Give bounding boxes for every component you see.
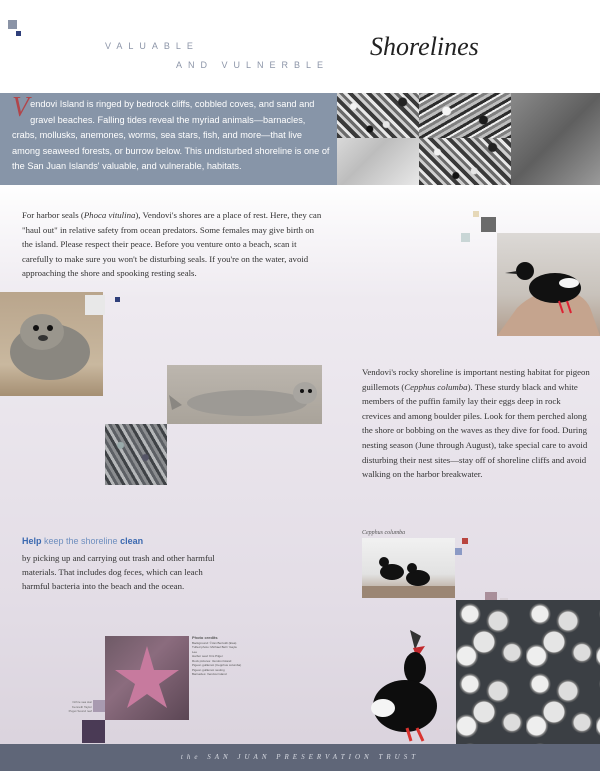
credit-line: Ochre sea star (72, 700, 92, 704)
credit-line: Harbor seal: Kris Pilger (192, 654, 223, 658)
credit-line: Puget Sound reef (68, 709, 92, 713)
clean-word: clean (120, 536, 144, 546)
photo-caption: Cepphus columba (362, 530, 406, 536)
guillemot-illustration (497, 233, 600, 336)
tagline-line-1: VALUABLE (105, 41, 199, 51)
decorative-square (461, 233, 470, 242)
credit-line: Background: ©Jan Bertoldi (Ewa) (192, 640, 237, 645)
decorative-square (455, 548, 462, 555)
guillemot-large-illustration (355, 628, 455, 744)
photo-pebbles (105, 424, 167, 485)
decorative-square (115, 297, 120, 302)
drop-cap: V (12, 92, 30, 123)
seal-lying-illustration (167, 365, 322, 424)
credit-line: Kenneth Taylor (72, 704, 92, 709)
guillemot-text-2: ). These sturdy black and white members of the puffin family lay their eggs deep in rock crevices and among boulder piles. Look for them perched along the shore or bobbing on the waves as they dive for food. During nesting season (June through August), take special care to avoid disturbing their nest sites—stay off of shoreline cliffs and avoid walking on the harbor breakwater. (362, 381, 588, 480)
harbor-seals-text-1: For harbor seals ( (22, 210, 84, 220)
decorative-square (16, 31, 21, 36)
decorative-square (473, 211, 479, 217)
footer-bar (0, 744, 600, 771)
guillemot-paragraph (362, 365, 590, 482)
credit-line: Pigeon guillemot nesting (192, 667, 225, 672)
photo-credits (192, 636, 242, 677)
credit-line: Rock pictures: Vendovi Island (192, 658, 232, 663)
photo-rocks-4 (337, 138, 419, 185)
photo-rocks-2 (419, 93, 511, 138)
guillemot-calling-icon (355, 628, 455, 744)
help-heading (22, 536, 143, 546)
guillemot-text-1: Vendovi's rocky shoreline is important nesting habitat for pigeon guillemots ( (362, 367, 590, 392)
photo-guillemot-on-rock (497, 233, 600, 336)
sea-star-illustration (105, 636, 189, 720)
photo-barnacles (456, 600, 600, 744)
decorative-square (82, 720, 105, 743)
photo-harbor-seal-2 (167, 365, 322, 424)
decorative-square (481, 217, 496, 232)
footer-text: the SAN JUAN PRESERVATION TRUST (180, 753, 420, 761)
guillemot-pair-illustration (362, 538, 455, 598)
harbor-seals-text-2: ), Vendovi's shores are a place of rest. Here, they can "haul out" in relative safety from ocean predators. Some females may give birth on the island. Please respect their peace. Before you venture onto a beach, scan it carefully to make sure you won't be disturbing seals. If you're on the water, avoid approaching the shore and spooking resting seals. (22, 210, 322, 279)
credit-line: Barnacles: Vendovi Island (192, 672, 227, 676)
photo-rocks-5 (419, 138, 511, 185)
tagline-line-2: AND VULNERBLE (176, 60, 330, 70)
photo-guillemot-pair (362, 538, 455, 598)
credit-line: Tufted photo: Michael Bell / Gayle Lee (192, 645, 237, 654)
help-mid: keep the shoreline (41, 536, 121, 546)
credit-line: Pigeon guillemot (Cepphus columba) (192, 663, 242, 667)
decorative-square (85, 295, 105, 315)
photo-rocks-1 (337, 93, 419, 138)
decorative-square (8, 20, 17, 29)
harbor-seals-paragraph (22, 208, 322, 281)
photo-sea-star (105, 636, 189, 720)
intro-paragraph (12, 92, 330, 175)
species-name: Phoca vitulina (83, 210, 136, 220)
decorative-square (462, 538, 468, 544)
page-title: Shorelines (370, 32, 479, 61)
species-name: Cepphus columba (404, 381, 468, 392)
decorative-square (93, 700, 105, 712)
help-word: Help (22, 536, 42, 546)
photo-rocks-3 (511, 93, 600, 185)
help-body: by picking up and carrying out trash and other harmful materials. That includes dog feces, which can leach harmful bacteria into the beach and the ocean. (22, 553, 215, 592)
intro-text: endovi Island is ringed by bedrock cliffs, cobbled coves, and sand and gravel beaches. Falling tides reveal the myriad animals—barnacles, crabs, mollusks, anemones, worms, sea stars, fish, and more—that live among seaweed forests, or burrow below. This undisturbed shoreline is one of the San Juan Islands' valuable, and vulnerable, habitats. (12, 99, 330, 171)
left-credits (44, 700, 92, 714)
photo-credits-title: Photo credits (192, 635, 218, 640)
